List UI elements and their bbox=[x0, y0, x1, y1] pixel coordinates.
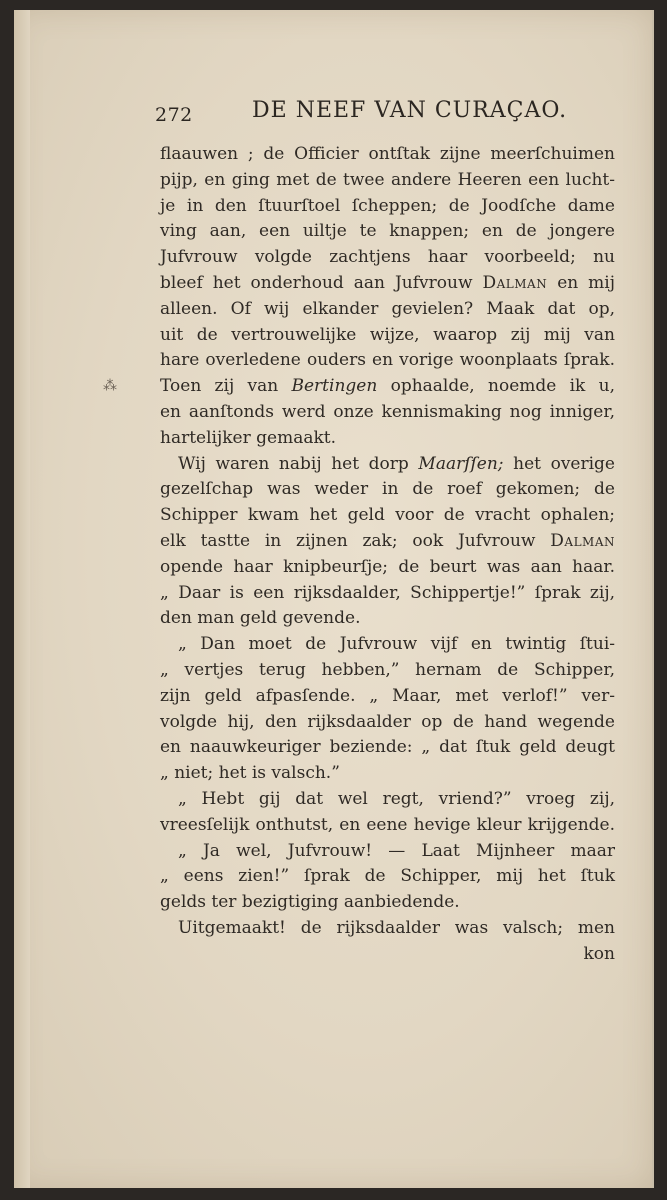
text-line: en aanſtonds werd onze kennismaking nog inniger, bbox=[160, 401, 615, 422]
text-line: gezelſchap was weder in de roef gekomen; de bbox=[160, 479, 615, 500]
text-line: uit de vertrouwelijke wijze, waarop zij mij van bbox=[160, 324, 615, 345]
text-line: „ vertjes terug hebben,” hernam de Schipper, bbox=[160, 659, 615, 680]
catchword: kon bbox=[583, 943, 615, 964]
text-segment: ophaalde, noemde ik u, bbox=[390, 376, 615, 397]
text-line: „ Daar is een rijksdaalder, Schippertje!” ſprak zij, bbox=[160, 582, 615, 603]
text-line: flaauwen ; de Officier ontſtak zijne meerſchuimen bbox=[160, 144, 615, 164]
text-line: „ Hebt gij dat wel regt, vriend?” vroeg zij, bbox=[178, 788, 615, 809]
text-line: ving aan, een uiltje te knappen; en de jongere bbox=[160, 221, 615, 242]
text-line: hare overledene ouders en vorige woonplaats ſprak. bbox=[160, 350, 615, 371]
text-line: Uitgemaakt! de rijksdaalder was valsch; men bbox=[178, 917, 615, 938]
text-line: „ niet; het is valsch.” bbox=[160, 763, 340, 784]
text-line: alleen. Of wij elkander gevielen? Maak dat op, bbox=[160, 298, 615, 319]
text-segment: bleef het onderhoud aan Jufvrouw bbox=[160, 272, 473, 293]
page-header bbox=[155, 98, 568, 132]
text-line: opende haar knipbeurſje; de beurt was aan haar. bbox=[160, 556, 615, 577]
text-line bbox=[160, 452, 615, 478]
text-segment: en mij bbox=[557, 272, 616, 293]
text-line: „ Ja wel, Jufvrouw! — Laat Mijnheer maar bbox=[178, 840, 615, 861]
text-line: volgde hij, den rijksdaalder op de hand wegende bbox=[160, 711, 615, 732]
margin-mark: ⁂ bbox=[103, 378, 117, 394]
place-name-italic: Maarſſen; bbox=[418, 453, 504, 474]
name-small-caps: Dalman bbox=[482, 272, 548, 293]
page-gutter bbox=[14, 10, 30, 1188]
text-line bbox=[160, 271, 615, 297]
place-name-italic: Bertingen bbox=[291, 376, 378, 397]
text-line: pijp, en ging met de twee andere Heeren een lucht- bbox=[160, 169, 615, 190]
page-number: 272 bbox=[155, 104, 193, 126]
text-line: „ Dan moet de Jufvrouw vijf en twintig ſtui- bbox=[178, 634, 615, 655]
text-segment: Toen zij van bbox=[160, 376, 279, 397]
running-title: DE NEEF VAN CURAÇAO. bbox=[252, 98, 568, 123]
name-small-caps: Dalman bbox=[550, 530, 615, 551]
text-line: Jufvrouw volgde zachtjens haar voorbeeld; nu bbox=[160, 247, 615, 268]
text-line: hartelijker gemaakt. bbox=[160, 427, 337, 448]
text-line bbox=[160, 374, 615, 400]
body-text bbox=[160, 142, 615, 968]
text-line: vreesſelijk onthutst, en eene hevige kleur krijgende. bbox=[160, 814, 615, 835]
text-line: gelds ter bezigtiging aanbiedende. bbox=[160, 892, 460, 913]
text-segment: elk tastte in zijnen zak; ook Jufvrouw bbox=[160, 530, 536, 551]
text-line bbox=[160, 529, 615, 555]
text-line: en naauwkeuriger beziende: „ dat ſtuk geld deugt bbox=[160, 737, 615, 758]
text-line: je in den ſtuurſtoel ſcheppen; de Joodſche dame bbox=[160, 195, 615, 216]
text-segment: het overige bbox=[513, 453, 615, 474]
text-line: „ eens zien!” ſprak de Schipper, mij het ſtuk bbox=[160, 866, 615, 887]
text-line: den man geld gevende. bbox=[160, 608, 361, 629]
text-line: Schipper kwam het geld voor de vracht ophalen; bbox=[160, 505, 615, 526]
text-line: zijn geld afpasſende. „ Maar, met verlof!” ver- bbox=[160, 685, 615, 706]
text-segment: Wij waren nabij het dorp bbox=[178, 453, 409, 474]
